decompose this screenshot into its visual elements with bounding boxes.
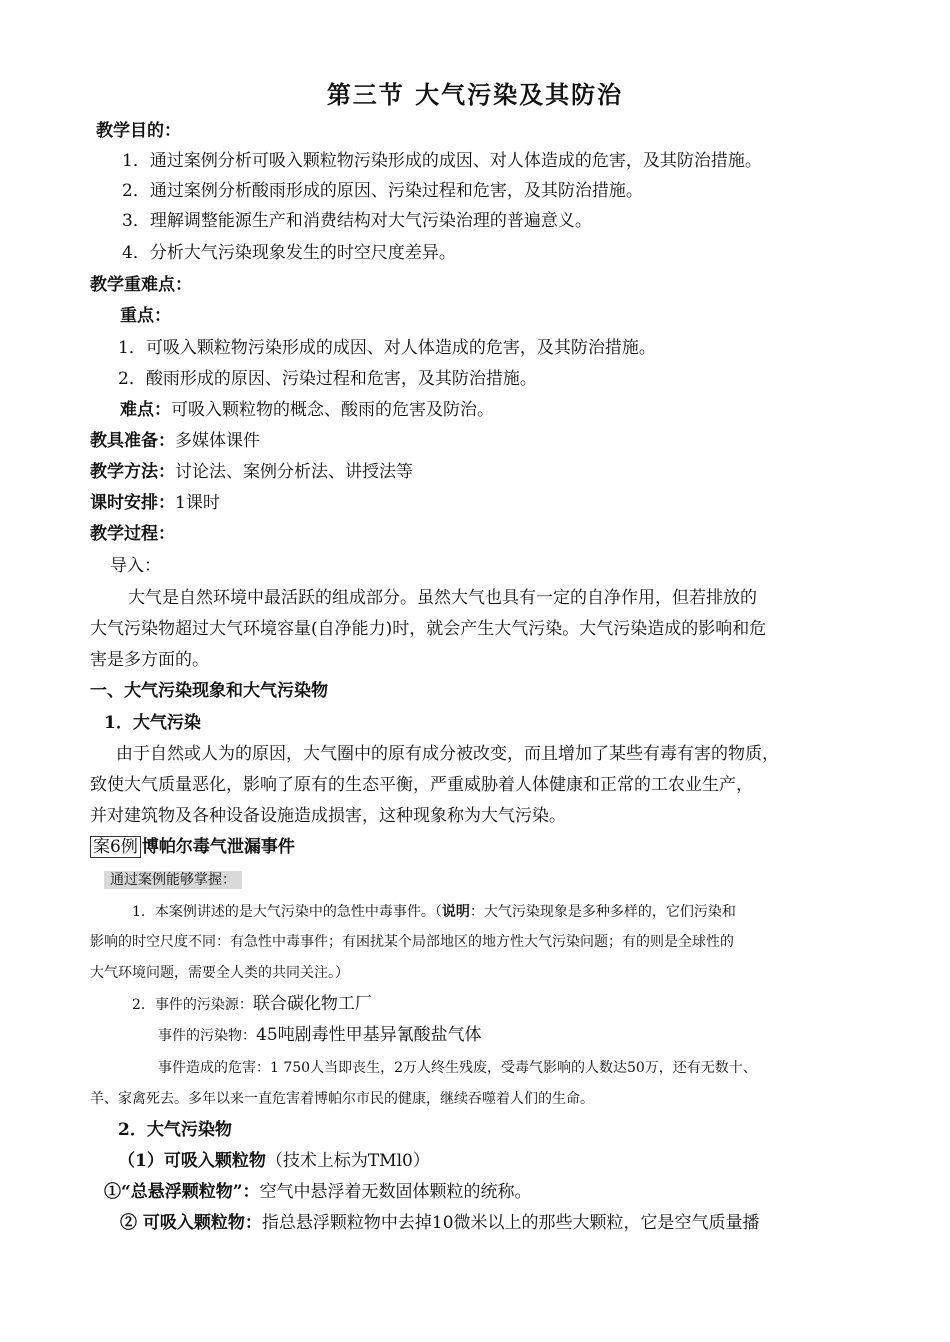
- intro-line: 害是多方面的。: [90, 650, 209, 670]
- case-paragraph-line: 大气环境问题，需要全人类的共同关注。）: [90, 965, 349, 981]
- method-value: 讨论法、案例分析法、讲授法等: [175, 462, 413, 482]
- schedule-value: 1课时: [175, 493, 220, 513]
- schedule-label: 课时安排：: [90, 493, 175, 513]
- inhalable-rest: 指总悬浮颗粒物中去掉10微米以上的那些大颗粒，它是空气质量播: [261, 1213, 760, 1233]
- tsp-line: [104, 1181, 532, 1203]
- case-note-line: [104, 869, 242, 891]
- case-pollutant-line: [158, 1024, 482, 1047]
- objective-item: 2．通过案例分析酸雨形成的原因、污染过程和危害，及其防治措施。: [122, 181, 643, 201]
- difficult-line: [120, 399, 494, 421]
- keypoints-heading: 教学重难点：: [90, 275, 192, 295]
- case-title: 博帕尔毒气泄漏事件: [141, 837, 295, 857]
- key-label: 重点：: [120, 306, 171, 326]
- page-title: 第三节 大气污染及其防治: [326, 80, 624, 109]
- difficult-text: 可吸入颗粒物的概念、酸雨的危害及防治。: [171, 400, 494, 420]
- pm10-rest: （技术上标为TMl0）: [265, 1151, 430, 1171]
- schedule-line: [90, 492, 220, 514]
- case-source-label: 2．事件的污染源：: [132, 997, 253, 1013]
- inhalable-line: [120, 1212, 760, 1234]
- intro-label: 导入：: [110, 556, 161, 576]
- pm10-line: [118, 1150, 430, 1172]
- case-title-line: [90, 836, 295, 858]
- case-harm-line: 事件造成的危害：1 750人当即丧生，2万人终生残废，受毒气影响的人数达50万，还有无数十、: [158, 1060, 757, 1076]
- key-item: 2．酸雨形成的原因、污染过程和危害，及其防治措施。: [118, 369, 537, 389]
- objective-item: 1．通过案例分析可吸入颗粒物污染形成的成因、对人体造成的危害，及其防治措施。: [122, 151, 762, 171]
- objective-item: 3．理解调整能源生产和消费结构对大气污染治理的普遍意义。: [122, 211, 592, 231]
- case-pollutant-label: 事件的污染物：: [158, 1028, 256, 1044]
- definition-line: 致使大气质量恶化，影响了原有的生态平衡，严重威胁着人体健康和正常的工农业生产，: [90, 775, 753, 795]
- case-pollutant-value: 45吨剧毒性甲基异氰酸盐气体: [256, 1025, 482, 1045]
- inhalable-bold: ② 可吸入颗粒物：: [120, 1213, 262, 1233]
- objectives-heading: 教学目的：: [96, 121, 181, 141]
- case-p1-rest: ：大气污染现象是多种多样的，它们污染和: [469, 904, 736, 920]
- difficult-label: 难点：: [120, 400, 171, 420]
- definition-line: 并对建筑物及各种设备设施造成损害，这种现象称为大气污染。: [90, 806, 566, 826]
- case-paragraph-line: [132, 901, 736, 923]
- case-number-box: 案6例: [90, 836, 141, 858]
- case-shaded-note: 通过案例能够掌握：: [104, 871, 242, 889]
- section2-heading: 2．大气污染物: [118, 1120, 232, 1140]
- process-label: 教学过程：: [90, 524, 175, 544]
- prep-value: 多媒体课件: [175, 431, 260, 451]
- method-line: [90, 461, 413, 483]
- tsp-bold: ①“总悬浮颗粒物”：: [104, 1182, 260, 1202]
- case-p1-bold: 说明: [441, 904, 470, 920]
- prep-line: [90, 430, 260, 452]
- prep-label: 教具准备：: [90, 431, 175, 451]
- case-p1-start: 1．本案例讲述的是大气污染中的急性中毒事件。（: [132, 904, 442, 920]
- intro-line: 大气污染物超过大气环境容量(自净能力)时，就会产生大气污染。大气污染造成的影响和危: [90, 619, 767, 639]
- section1-heading: 一、大气污染现象和大气污染物: [90, 681, 328, 701]
- case-paragraph-line: 影响的时空尺度不同：有急性中毒事件；有困扰某个局部地区的地方性大气污染问题；有的则是全球性的: [90, 934, 734, 950]
- case-source-value: 联合碳化物工厂: [252, 994, 372, 1014]
- method-label: 教学方法：: [90, 462, 175, 482]
- case-source-line: [132, 993, 372, 1016]
- intro-line: 大气是自然环境中最活跃的组成部分。虽然大气也具有一定的自净作用，但若排放的: [128, 588, 757, 608]
- definition-line: 由于自然或人为的原因，大气圈中的原有成分被改变，而且增加了某些有毒有害的物质，: [116, 744, 779, 764]
- case-harm-line: 羊、家禽死去。多年以来一直危害着博帕尔市民的健康，继续吞噬着人们的生命。: [90, 1091, 594, 1107]
- section1-sub-heading: 1．大气污染: [104, 713, 201, 733]
- objective-item: 4．分析大气污染现象发生的时空尺度差异。: [122, 243, 456, 263]
- pm10-bold: （1）可吸入颗粒物: [118, 1151, 266, 1171]
- tsp-rest: 空气中悬浮着无数固体颗粒的统称。: [259, 1182, 532, 1202]
- key-item: 1．可吸入颗粒物污染形成的成因、对人体造成的危害，及其防治措施。: [118, 338, 656, 358]
